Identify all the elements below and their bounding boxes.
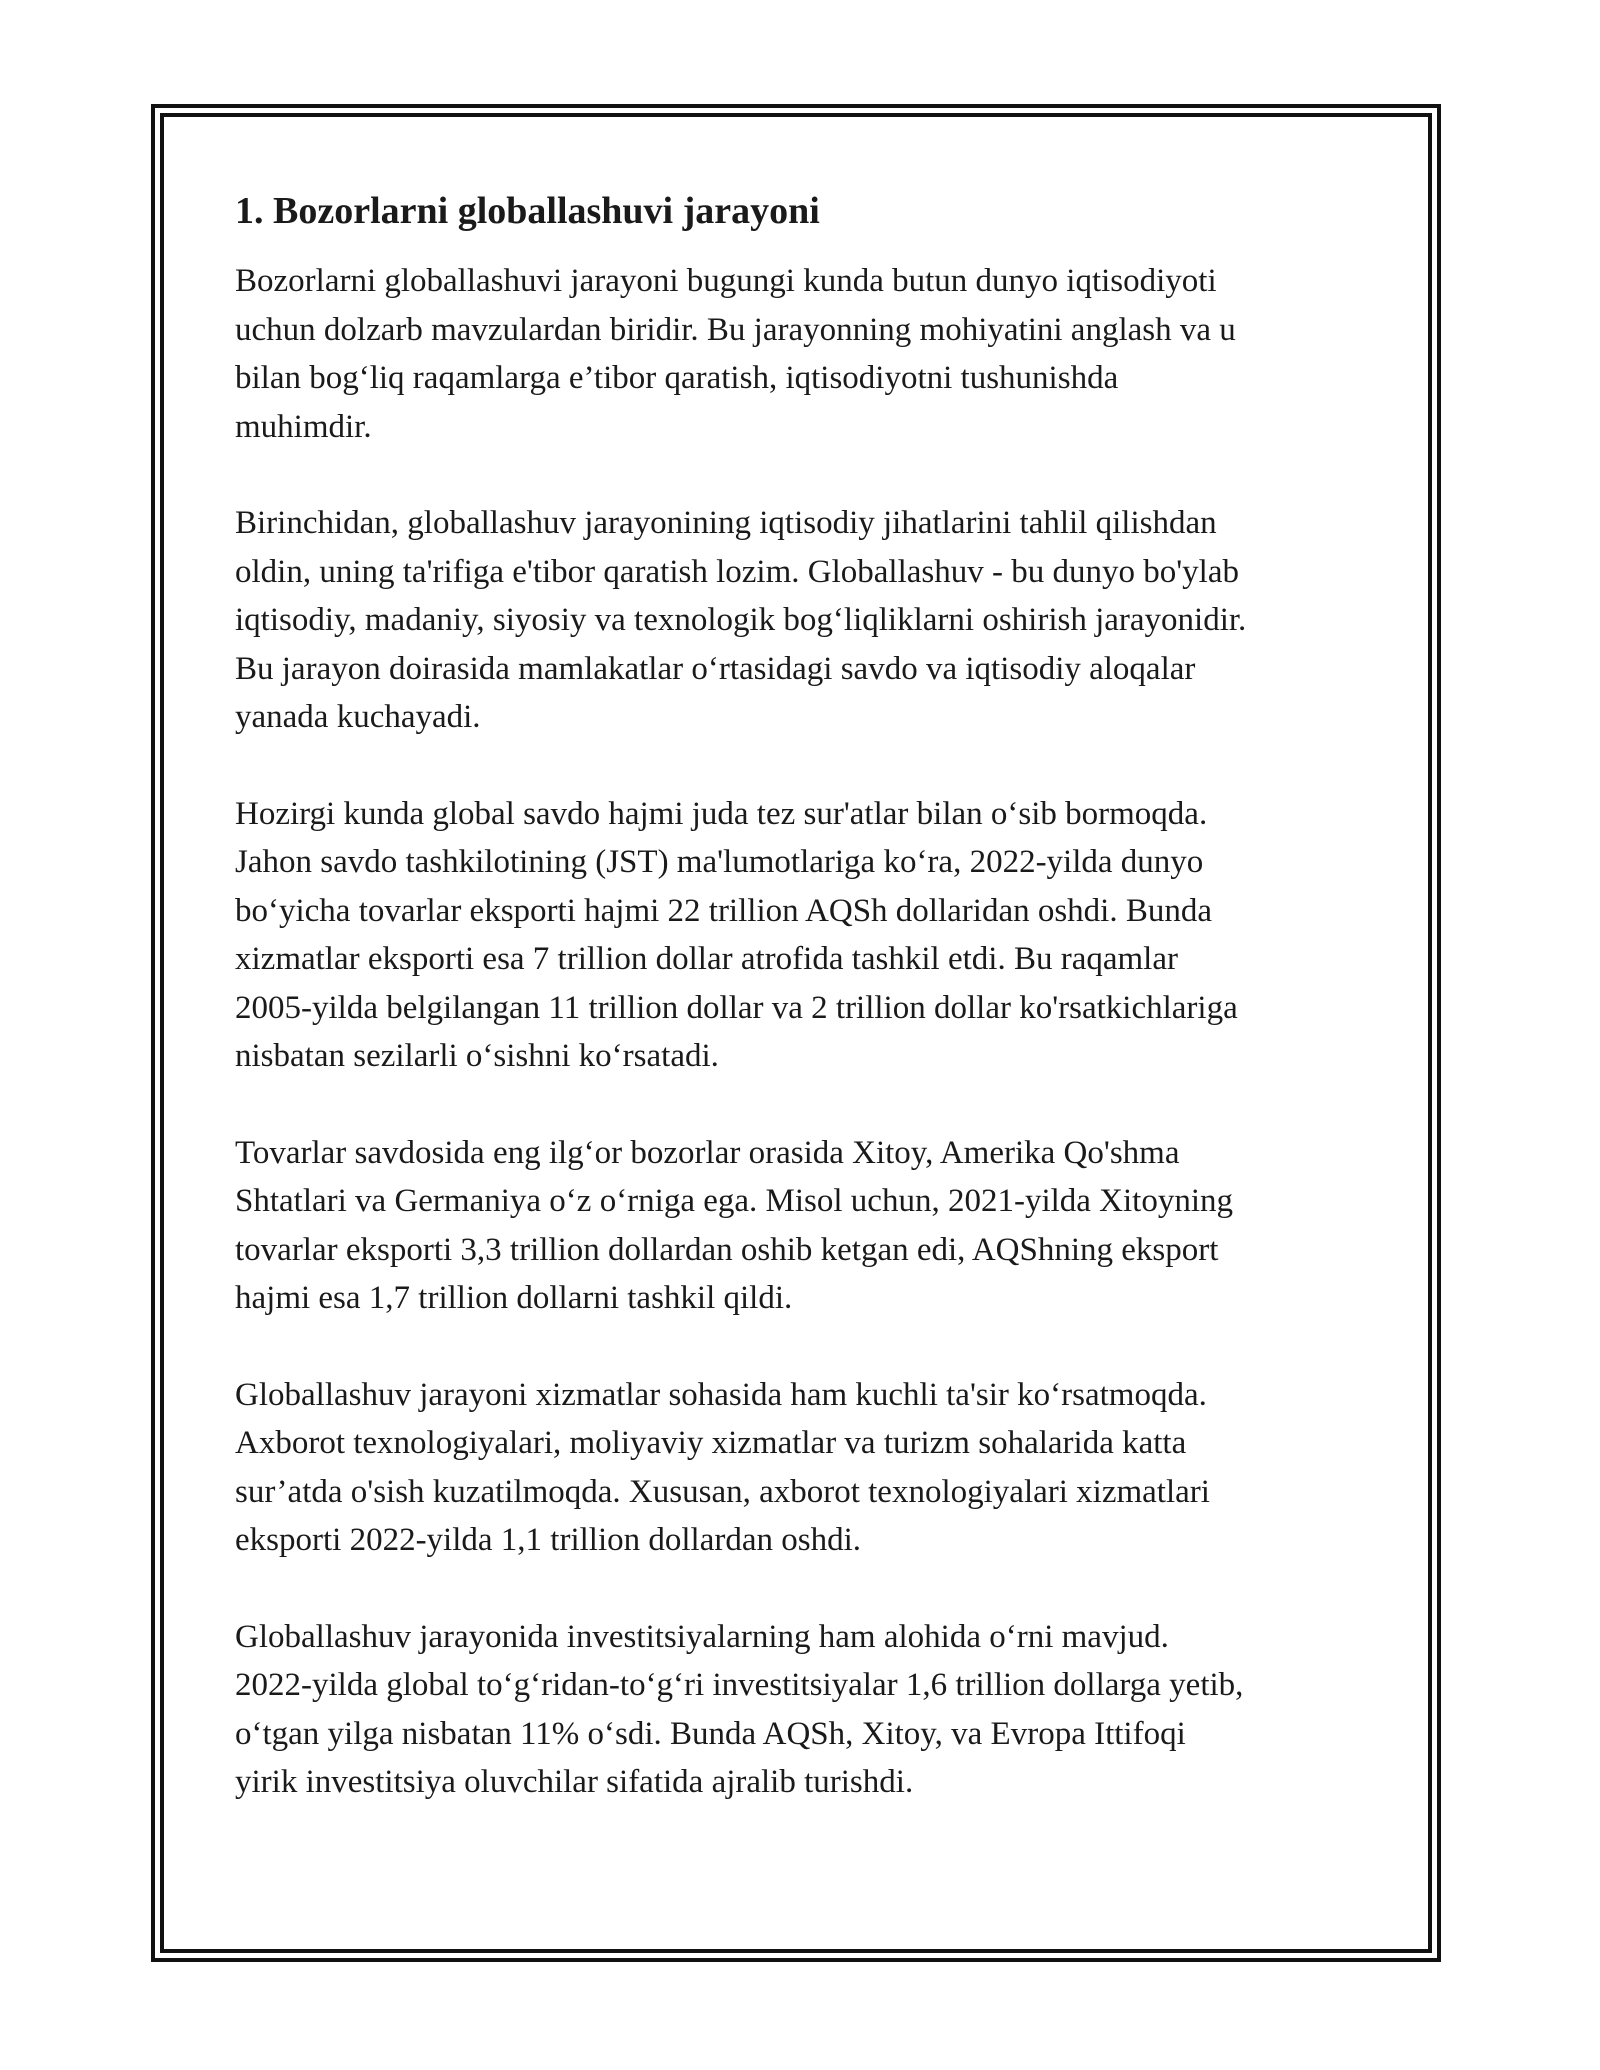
text-line: Globallashuv jarayoni xizmatlar sohasida ham kuchli ta'sir ko‘rsatmoqda. [235, 1376, 1207, 1413]
text-line: iqtisodiy, madaniy, siyosiy va texnologik bog‘liqliklarni oshirish jarayonidir. [235, 602, 1247, 638]
paragraph-3 [235, 790, 1375, 1081]
paragraph-4 [235, 1129, 1375, 1323]
text-line: Tovarlar savdosida eng ilg‘or bozorlar orasida Xitoy, Amerika Qo'shma [235, 1134, 1180, 1171]
text-line: nisbatan sezilarli o‘sishni ko‘rsatadi. [235, 1038, 719, 1074]
text-line: Bozorlarni globallashuvi jarayoni bugungi kunda butun dunyo iqtisodiyoti [235, 263, 1217, 299]
paragraph-2 [235, 499, 1375, 742]
text-line: Axborot texnologiyalari, moliyaviy xizmatlar va turizm sohalarida katta [235, 1425, 1187, 1461]
section-heading: 1. Bozorlarni globallashuvi jarayoni [235, 190, 820, 232]
text-line: 2005-yilda belgilangan 11 trillion dollar va 2 trillion dollar ko'rsatkichlariga [235, 989, 1238, 1026]
text-line: tovarlar eksporti 3,3 trillion dollardan oshib ketgan edi, AQShning eksport [235, 1231, 1219, 1268]
text-line: eksporti 2022-yilda 1,1 trillion dollardan oshdi. [235, 1522, 862, 1558]
text-line: uchun dolzarb mavzulardan biridir. Bu jarayonning mohiyatini anglash va u [235, 311, 1236, 348]
text-line: oldin, uning ta'rifiga e'tibor qaratish lozim. Globallashuv - bu dunyo bo'ylab [235, 553, 1239, 590]
text-line: Globallashuv jarayonida investitsiyalarning ham alohida o‘rni mavjud. [235, 1618, 1169, 1655]
text-line: bilan bog‘liq raqamlarga e’tibor qaratish, iqtisodiyotni tushunishda [235, 360, 1119, 396]
paragraph-5 [235, 1371, 1375, 1565]
text-line: yanada kuchayadi. [235, 699, 481, 735]
text-line: Shtatlari va Germaniya o‘z o‘rniga ega. Misol uchun, 2021-yilda Xitoyning [235, 1183, 1234, 1219]
paragraph-6 [235, 1613, 1375, 1807]
text-line: Birinchidan, globallashuv jarayonining iqtisodiy jihatlarini tahlil qilishdan [235, 505, 1217, 541]
text-line: o‘tgan yilga nisbatan 11% o‘sdi. Bunda AQSh, Xitoy, va Evropa Ittifoqi [235, 1715, 1186, 1752]
text-line: bo‘yicha tovarlar eksporti hajmi 22 trillion AQSh dollaridan oshdi. Bunda [235, 892, 1213, 929]
text-line: Jahon savdo tashkilotining (JST) ma'lumotlariga ko‘ra, 2022-yilda dunyo [235, 844, 1204, 880]
text-line: 2022-yilda global to‘g‘ridan-to‘g‘ri investitsiyalar 1,6 trillion dollarga yetib, [235, 1667, 1244, 1703]
text-line: sur’atda o'sish kuzatilmoqda. Xususan, axborot texnologiyalari xizmatlari [235, 1473, 1210, 1510]
text-line: xizmatlar eksporti esa 7 trillion dollar atrofida tashkil etdi. Bu raqamlar [235, 941, 1178, 977]
text-line: Hozirgi kunda global savdo hajmi juda tez sur'atlar bilan o‘sib bormoqda. [235, 795, 1208, 832]
text-line: hajmi esa 1,7 trillion dollarni tashkil qildi. [235, 1280, 793, 1316]
document-body [235, 185, 1375, 1855]
text-line: muhimdir. [235, 408, 372, 445]
paragraph-1 [235, 257, 1375, 451]
text-line: yirik investitsiya oluvchilar sifatida ajralib turishdi. [235, 1764, 914, 1800]
paragraph-list [235, 257, 1375, 1807]
text-line: Bu jarayon doirasida mamlakatlar o‘rtasidagi savdo va iqtisodiy aloqalar [235, 650, 1196, 687]
